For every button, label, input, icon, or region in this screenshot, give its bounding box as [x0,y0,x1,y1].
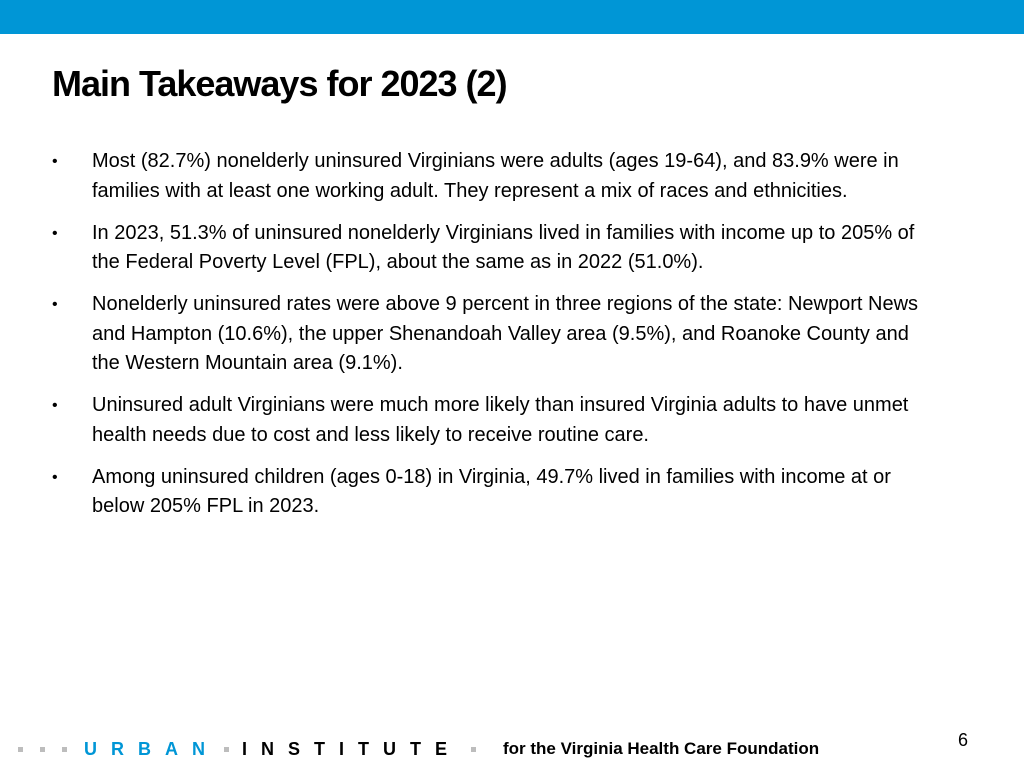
bullet-icon: • [52,468,58,486]
bullet-text: Among uninsured children (ages 0-18) in Virginia, 49.7% lived in families with income at or below 205% FPL in 2023. [92,465,891,517]
logo-square-icon [224,747,229,752]
bullet-text: Uninsured adult Virginians were much more likely than insured Virginia adults to have unmet health needs due to cost and less likely to receive routine care. [92,394,909,446]
list-item [52,219,932,278]
footer-sponsor-text: for the Virginia Health Care Foundation [503,739,820,758]
logo-word-urban: URBAN [84,738,219,759]
list-item [52,463,932,522]
logo-square-icon [40,747,45,752]
bullet-icon: • [52,397,58,414]
bullet-text: Nonelderly uninsured rates were above 9 percent in three regions of the state: Newport News and Hampton (10.6%), the upper Shenandoah Valley area (9.5%), and Roanoke County and the Western Mountain area (9.1%). [92,293,919,374]
list-item [52,290,932,379]
list-item [52,147,932,206]
logo-square-icon [471,747,476,752]
urban-institute-logo [18,736,476,762]
footer [0,736,1024,762]
logo-word-institute: INSTITUTE [242,738,461,759]
page-number: 6 [958,730,969,750]
slide-title: Main Takeaways for 2023 (2) [52,63,507,104]
logo-square-icon [18,747,23,752]
bullet-icon: • [52,224,58,242]
bullet-icon: • [52,153,58,170]
bullet-text: Most (82.7%) nonelderly uninsured Virginians were adults (ages 19-64), and 83.9% were in families with at least one working adult. They represent a mix of races and ethnicities. [92,150,899,202]
logo-square-icon [62,747,67,752]
bullet-text: In 2023, 51.3% of uninsured nonelderly Virginians lived in families with income up to 205% of the Federal Poverty Level (FPL), about the same as in 2022 (51.0%). [92,221,915,273]
header-accent-bar [0,0,1024,34]
bullet-icon: • [52,296,58,313]
takeaways-list [52,147,932,534]
list-item [52,391,932,450]
